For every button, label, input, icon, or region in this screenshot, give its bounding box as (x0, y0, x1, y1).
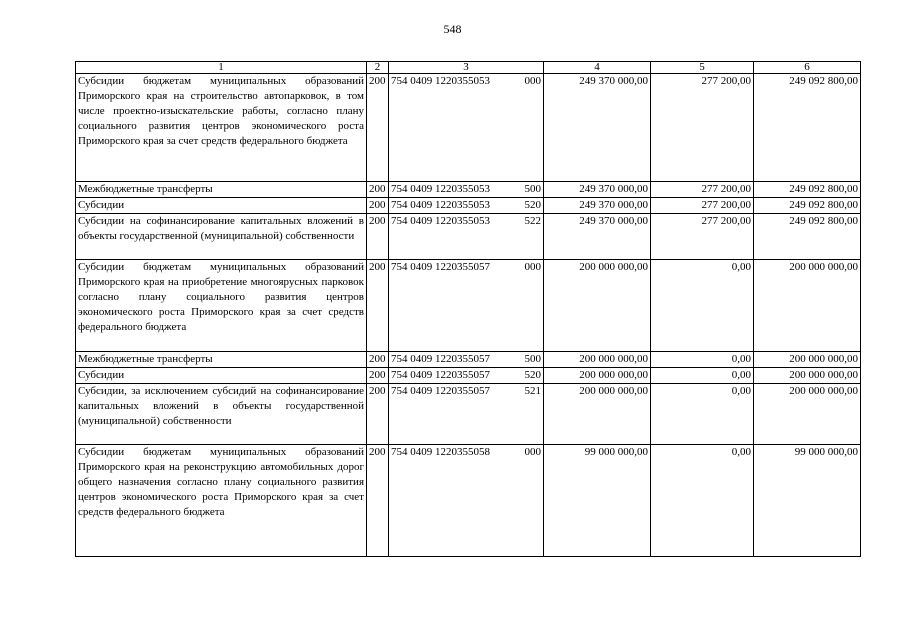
row-col4: 249 370 000,00 (544, 214, 651, 260)
table-row (76, 445, 861, 557)
row-code-cell (389, 74, 544, 182)
row-col4: 200 000 000,00 (544, 352, 651, 368)
table-row (76, 384, 861, 445)
row-col5: 0,00 (651, 260, 754, 352)
row-description: Субсидии бюджетам муниципальных образований Приморского края на строительство автопарковок, в том числе проектно-изыскательские работы, согласно плану социального развития центров экономического роста Приморского края за счет средств федерального бюджета (76, 74, 367, 182)
row-col6: 200 000 000,00 (754, 260, 861, 352)
row-col2: 200 (367, 384, 389, 445)
row-code: 754 0409 1220355058 (391, 446, 490, 458)
row-code-cell (389, 182, 544, 198)
table-header-row (76, 62, 861, 74)
row-col6: 249 092 800,00 (754, 198, 861, 214)
row-type: 000 (524, 75, 541, 87)
row-code-cell (389, 352, 544, 368)
row-code-cell (389, 214, 544, 260)
table-row (76, 352, 861, 368)
row-description: Субсидии бюджетам муниципальных образований Приморского края на приобретение многоярусных парковок согласно плану социального развития центров экономического роста Приморского края за счет средств федерального бюджета (76, 260, 367, 352)
row-col6: 99 000 000,00 (754, 445, 861, 557)
row-col5: 0,00 (651, 445, 754, 557)
row-code: 754 0409 1220355057 (391, 261, 490, 273)
row-type: 520 (524, 369, 541, 381)
row-col4: 200 000 000,00 (544, 260, 651, 352)
table-row (76, 260, 861, 352)
row-type: 500 (524, 353, 541, 365)
page-number: 548 (443, 22, 462, 36)
row-code-cell (389, 445, 544, 557)
row-col4: 99 000 000,00 (544, 445, 651, 557)
row-col4: 249 370 000,00 (544, 182, 651, 198)
row-col2: 200 (367, 368, 389, 384)
row-type: 522 (524, 215, 541, 227)
table-row (76, 198, 861, 214)
row-col5: 277 200,00 (651, 214, 754, 260)
column-header-1: 1 (76, 62, 367, 74)
row-code: 754 0409 1220355057 (391, 353, 490, 365)
row-col6: 249 092 800,00 (754, 182, 861, 198)
row-code-cell (389, 198, 544, 214)
row-type: 000 (524, 446, 541, 458)
row-code: 754 0409 1220355057 (391, 385, 490, 397)
row-col6: 249 092 800,00 (754, 214, 861, 260)
table-row (76, 214, 861, 260)
row-col4: 200 000 000,00 (544, 368, 651, 384)
table-row (76, 74, 861, 182)
table-row (76, 368, 861, 384)
row-type: 500 (524, 183, 541, 195)
row-description: Субсидии (76, 368, 367, 384)
budget-table (75, 61, 861, 557)
row-col5: 277 200,00 (651, 74, 754, 182)
row-description: Субсидии, за исключением субсидий на софинансирование капитальных вложений в объекты государственной (муниципальной) собственности (76, 384, 367, 445)
row-col4: 249 370 000,00 (544, 198, 651, 214)
row-code-cell (389, 368, 544, 384)
row-code: 754 0409 1220355053 (391, 199, 490, 211)
row-description: Субсидии бюджетам муниципальных образований Приморского края на реконструкцию автомобильных дорог общего назначения согласно плану социального развития центров экономического роста Приморского края за счет средств федерального бюджета (76, 445, 367, 557)
column-header-3: 3 (389, 62, 544, 74)
row-description: Межбюджетные трансферты (76, 352, 367, 368)
row-type: 520 (524, 199, 541, 211)
row-code: 754 0409 1220355053 (391, 215, 490, 227)
row-type: 521 (524, 385, 541, 397)
row-description: Субсидии на софинансирование капитальных вложений в объекты государственной (муниципальной) собственности (76, 214, 367, 260)
row-col2: 200 (367, 352, 389, 368)
row-type: 000 (524, 261, 541, 273)
row-col4: 200 000 000,00 (544, 384, 651, 445)
row-col6: 249 092 800,00 (754, 74, 861, 182)
row-col5: 277 200,00 (651, 198, 754, 214)
row-col2: 200 (367, 445, 389, 557)
row-col5: 0,00 (651, 352, 754, 368)
row-col5: 0,00 (651, 368, 754, 384)
row-code: 754 0409 1220355057 (391, 369, 490, 381)
column-header-5: 5 (651, 62, 754, 74)
row-col2: 200 (367, 214, 389, 260)
row-code: 754 0409 1220355053 (391, 75, 490, 87)
row-col2: 200 (367, 198, 389, 214)
row-code-cell (389, 384, 544, 445)
row-col6: 200 000 000,00 (754, 384, 861, 445)
row-description: Субсидии (76, 198, 367, 214)
row-col4: 249 370 000,00 (544, 74, 651, 182)
row-col2: 200 (367, 74, 389, 182)
row-code-cell (389, 260, 544, 352)
table-row (76, 182, 861, 198)
row-col6: 200 000 000,00 (754, 368, 861, 384)
column-header-4: 4 (544, 62, 651, 74)
column-header-6: 6 (754, 62, 861, 74)
row-code: 754 0409 1220355053 (391, 183, 490, 195)
column-header-2: 2 (367, 62, 389, 74)
row-col2: 200 (367, 182, 389, 198)
row-col2: 200 (367, 260, 389, 352)
row-description: Межбюджетные трансферты (76, 182, 367, 198)
row-col5: 277 200,00 (651, 182, 754, 198)
row-col5: 0,00 (651, 384, 754, 445)
row-col6: 200 000 000,00 (754, 352, 861, 368)
